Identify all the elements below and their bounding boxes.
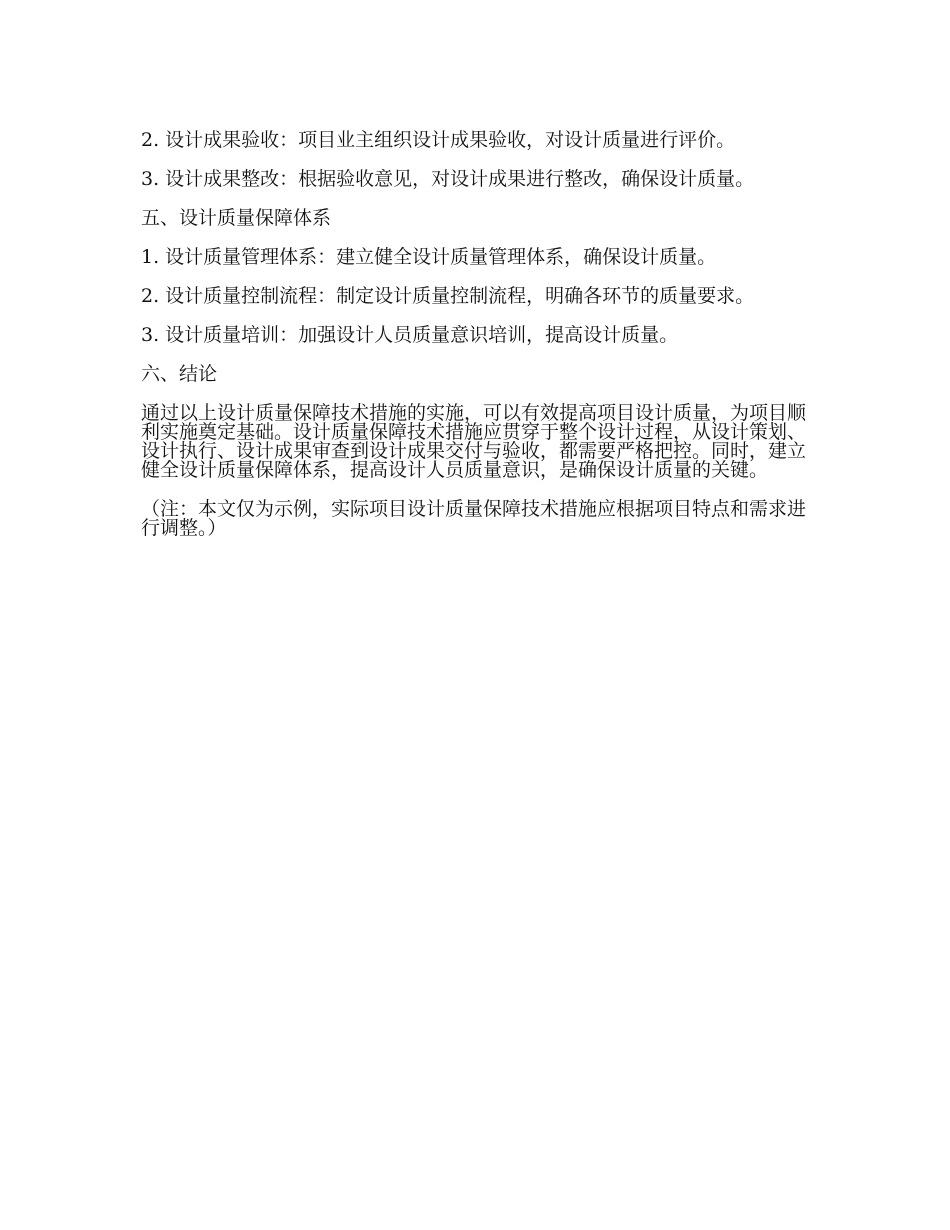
list-item-design-acceptance: 2. 设计成果验收：项目业主组织设计成果验收，对设计质量进行评价。 [141, 129, 736, 151]
section-heading-conclusion: 六、结论 [141, 363, 218, 385]
note-paragraph: （注：本文仅为示例，实际项目设计质量保障技术措施应根据项目特点和需求进行调整。） [141, 498, 807, 539]
document-body [141, 131, 806, 558]
section-heading-quality-system: 五、设计质量保障体系 [141, 207, 332, 229]
list-item-quality-training: 3. 设计质量培训：加强设计人员质量意识培训，提高设计质量。 [141, 324, 679, 346]
conclusion-paragraph: 通过以上设计质量保障技术措施的实施，可以有效提高项目设计质量，为项目顺利实施奠定基础。设计质量保障技术措施应贯穿于整个设计过程，从设计策划、设计执行、设计成果审查到设计成果交付与验收，都需要严格把控。同时，建立健全设计质量保障体系，提高设计人员质量意识，是确保设计质量的关键。 [141, 402, 807, 481]
list-item-quality-control-process: 2. 设计质量控制流程：制定设计质量控制流程，明确各环节的质量要求。 [141, 285, 755, 307]
list-item-design-rectification: 3. 设计成果整改：根据验收意见，对设计成果进行整改，确保设计质量。 [141, 168, 755, 190]
list-item-quality-management-system: 1. 设计质量管理体系：建立健全设计质量管理体系，确保设计质量。 [141, 246, 717, 268]
